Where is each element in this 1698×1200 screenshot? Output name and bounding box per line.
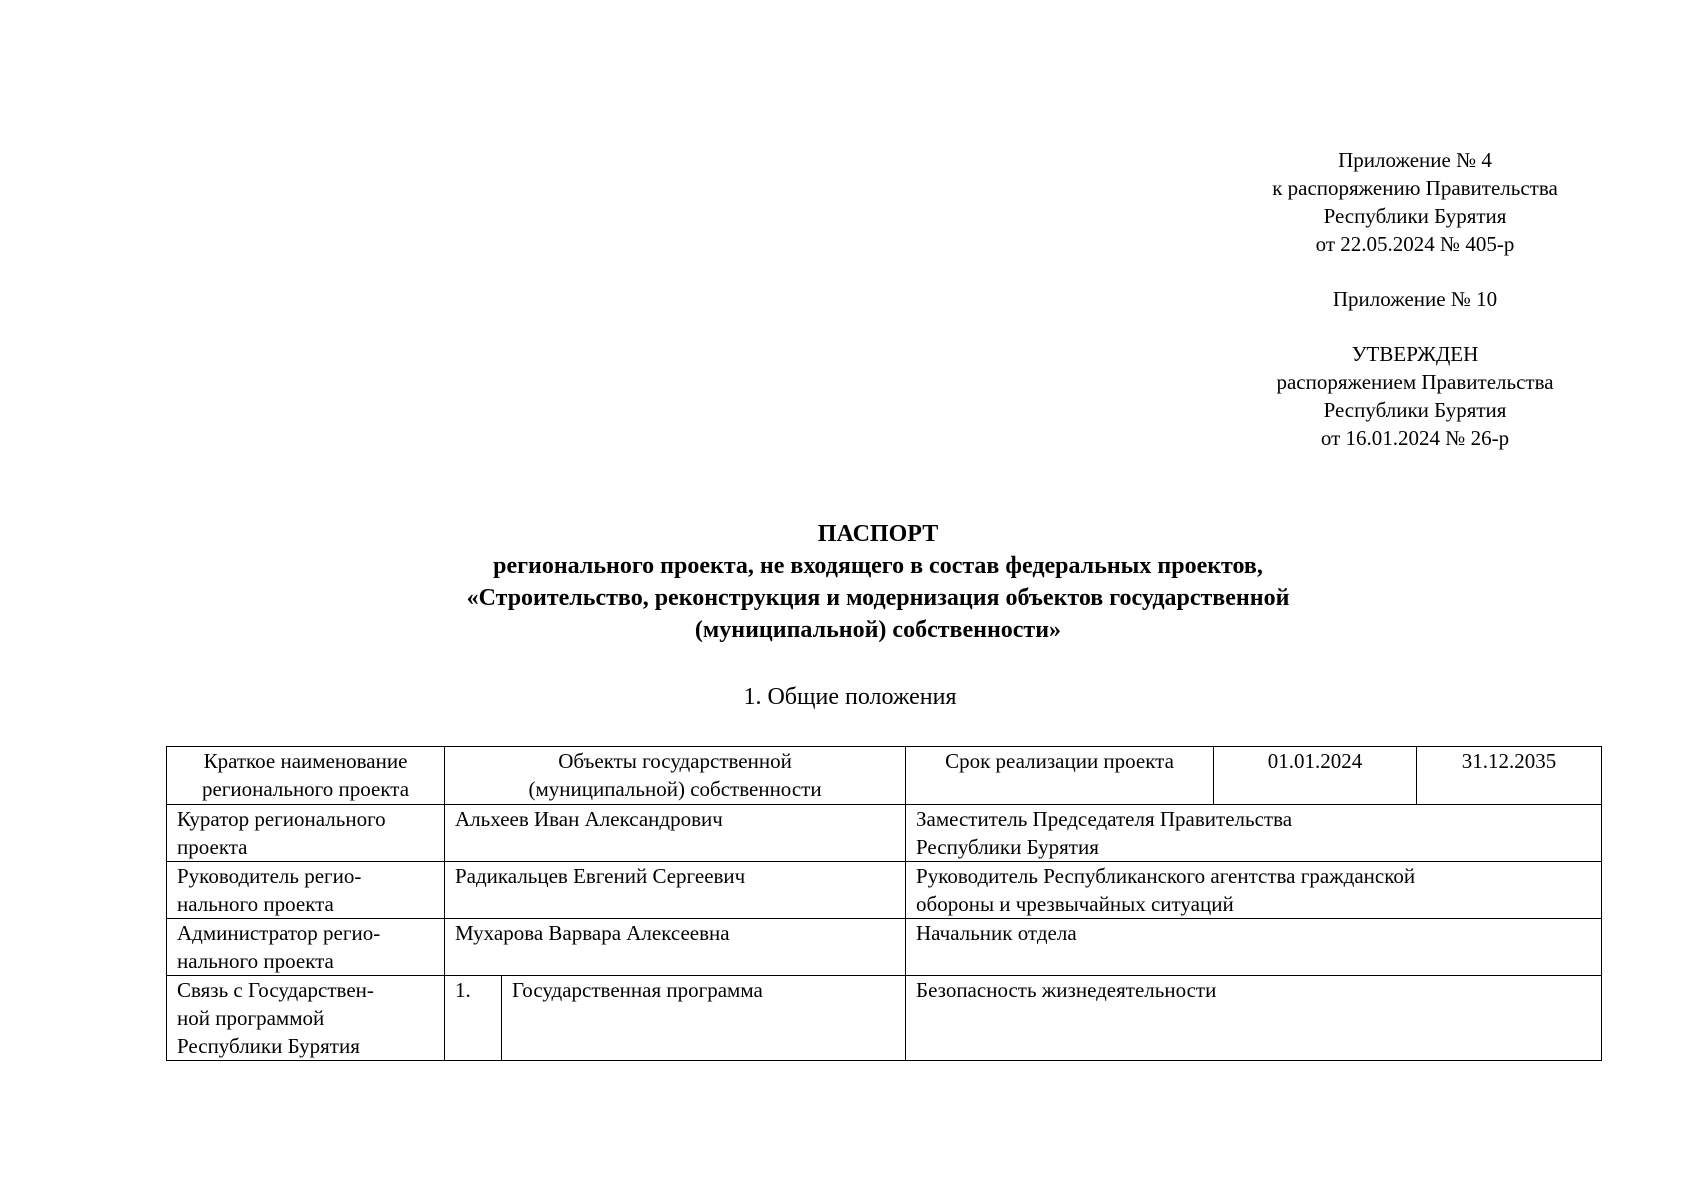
table-row [167, 747, 1602, 805]
manager-position-line1: Руководитель Республиканского агентства гражданской [916, 864, 1416, 888]
manager-label-line1: Руководитель регио- [177, 864, 362, 888]
short-name-value-line1: Объекты государственной [558, 749, 792, 773]
administrator-label-cell [167, 919, 445, 976]
curator-position-line1: Заместитель Председателя Правительства [916, 807, 1293, 831]
appendix-order-ref: к распоряжению Правительства [1272, 176, 1558, 200]
program-link-label-cell [167, 976, 445, 1061]
short-name-label-line2: регионального проекта [201, 777, 410, 801]
appendix-header [1150, 146, 1680, 452]
administrator-label-line1: Администратор регио- [177, 921, 381, 945]
start-date-cell: 01.01.2024 [1214, 747, 1417, 805]
title-sub2: «Строительство, реконструкция и модернизация объектов государственной [466, 585, 1290, 611]
program-link-label-line3: Республики Бурятия [177, 1034, 360, 1058]
curator-label-line2: проекта [177, 835, 248, 859]
manager-name-cell: Радикальцев Евгений Сергеевич [445, 862, 906, 919]
approved-label: УТВЕРЖДЕН [1351, 342, 1479, 366]
approved-by: распоряжением Правительства [1276, 370, 1554, 394]
short-name-value-cell [445, 747, 906, 805]
general-provisions-table [166, 746, 1602, 1061]
curator-label-cell [167, 805, 445, 862]
curator-name-cell: Альхеев Иван Александрович [445, 805, 906, 862]
administrator-label-line2: нального проекта [177, 949, 334, 973]
approved-date: от 16.01.2024 № 26-р [1320, 426, 1510, 450]
approved-republic: Республики Бурятия [1323, 398, 1507, 422]
term-label-cell: Срок реализации проекта [906, 747, 1214, 805]
program-name-cell: Безопасность жизнедеятельности [906, 976, 1602, 1061]
curator-label-line1: Куратор регионального [177, 807, 386, 831]
curator-position-cell [906, 805, 1602, 862]
curator-position-line2: Республики Бурятия [916, 835, 1099, 859]
title-main: ПАСПОРТ [817, 521, 939, 547]
manager-position-cell [906, 862, 1602, 919]
end-date-cell: 31.12.2035 [1417, 747, 1602, 805]
appendix-order-date: от 22.05.2024 № 405-р [1315, 232, 1515, 256]
administrator-name-cell: Мухарова Варвара Алексеевна [445, 919, 906, 976]
program-link-label-line1: Связь с Государствен- [177, 978, 374, 1002]
table-row [167, 862, 1602, 919]
title-sub3: (муниципальной) собственности» [694, 617, 1062, 643]
passport-title [230, 518, 1526, 646]
short-name-value-line2: (муниципальной) собственности [528, 777, 822, 801]
table-row [167, 976, 1602, 1061]
administrator-position-cell: Начальник отдела [906, 919, 1602, 976]
table-row [167, 805, 1602, 862]
program-link-label-line2: ной программой [177, 1006, 325, 1030]
title-sub1: регионального проекта, не входящего в состав федеральных проектов, [493, 553, 1263, 579]
program-number-cell: 1. [445, 976, 502, 1061]
section-heading: 1. Общие положения [743, 684, 957, 710]
appendix-republic: Республики Бурятия [1323, 204, 1507, 228]
manager-label-cell [167, 862, 445, 919]
program-type-cell: Государственная программа [502, 976, 906, 1061]
manager-label-line2: нального проекта [177, 892, 334, 916]
table-row [167, 919, 1602, 976]
appendix-number: Приложение № 4 [1338, 148, 1492, 172]
short-name-label-line1: Краткое наименование [203, 749, 408, 773]
short-name-label-cell [167, 747, 445, 805]
manager-position-line2: обороны и чрезвычайных ситуаций [916, 892, 1234, 916]
appendix-number-10: Приложение № 10 [1332, 287, 1498, 311]
